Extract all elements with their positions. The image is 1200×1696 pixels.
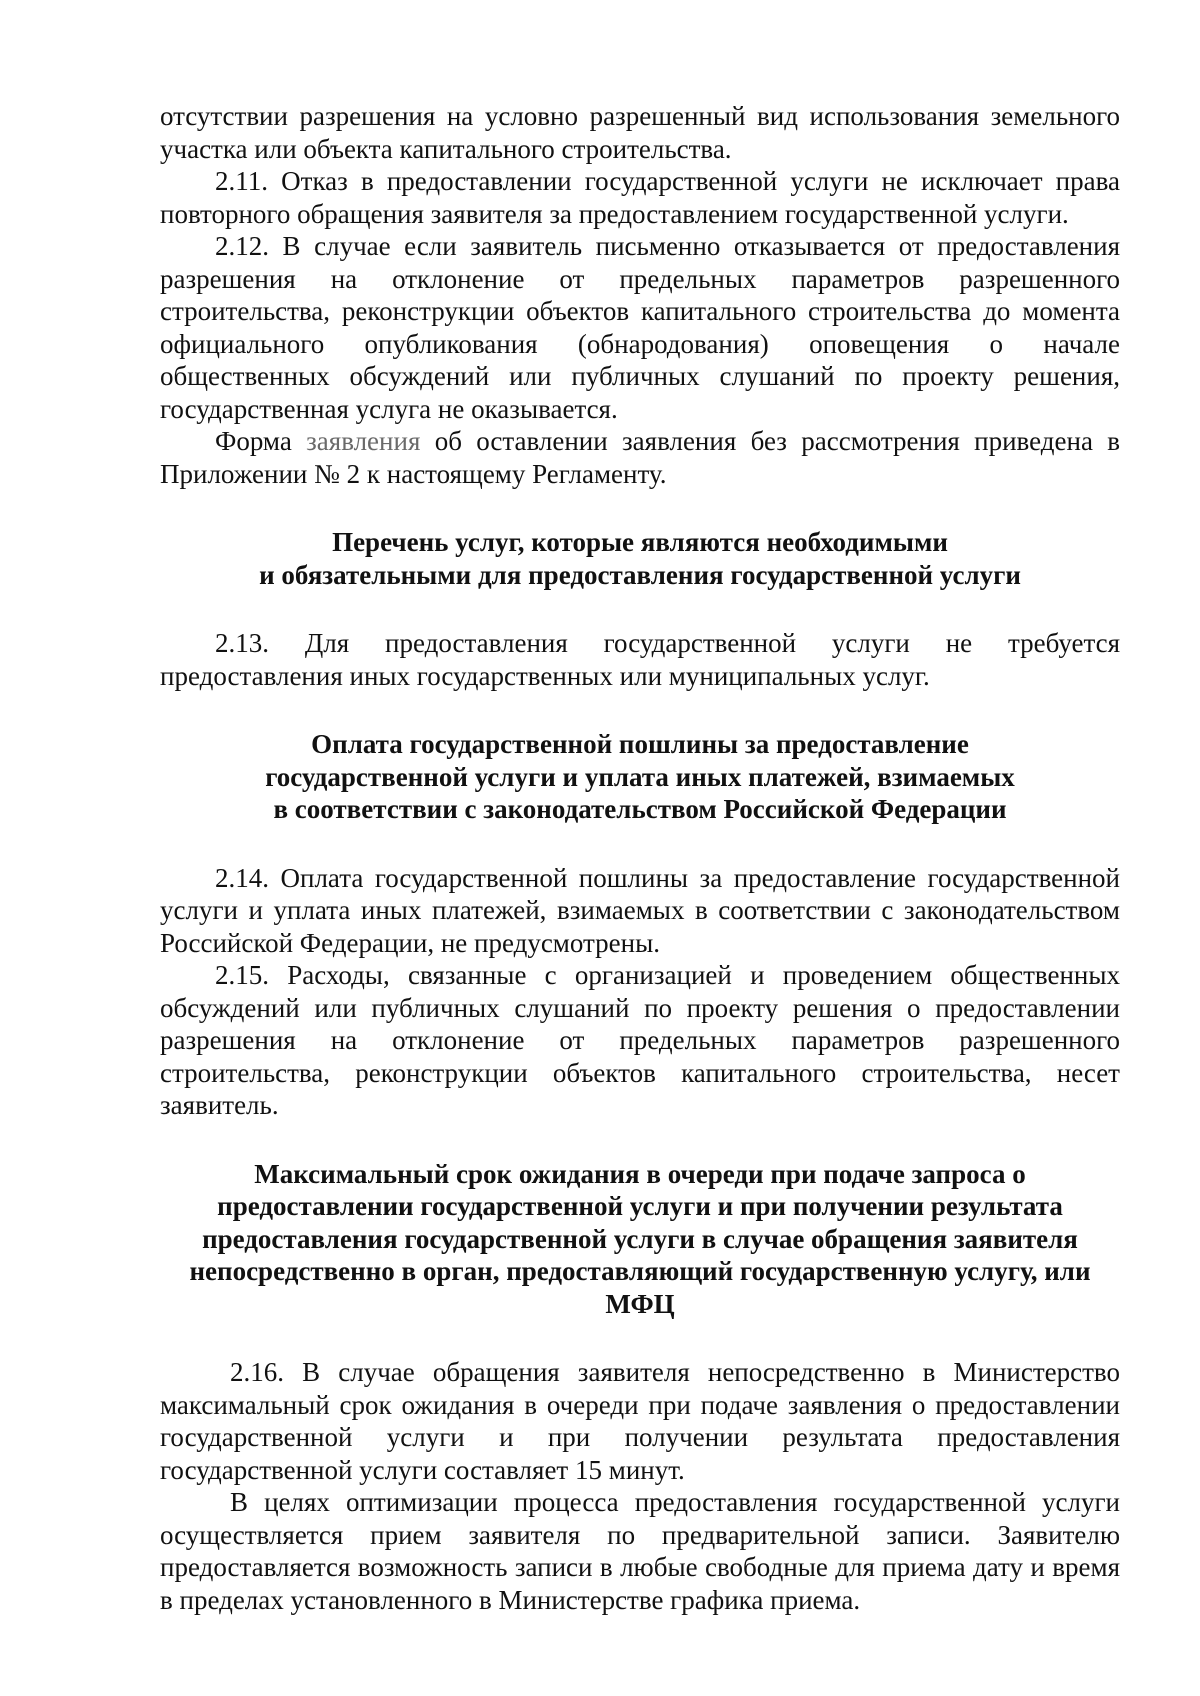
heading-line: Перечень услуг, которые являются необходимыми bbox=[332, 527, 948, 557]
paragraph-application-form bbox=[160, 425, 1120, 490]
section-heading-required-services bbox=[160, 526, 1120, 591]
heading-line: государственной услуги и уплата иных платежей, взимаемых bbox=[265, 761, 1015, 792]
section-heading-max-waiting-time bbox=[160, 1158, 1120, 1321]
paragraph-2-11: 2.11. Отказ в предоставлении государственной услуги не исключает права повторного обращения заявителя за предоставлением государственной услуги. bbox=[160, 166, 1120, 229]
heading-line: Максимальный срок ожидания в очереди при подаче запроса о bbox=[254, 1158, 1026, 1189]
heading-line: непосредственно в орган, предоставляющий государственную услугу, или bbox=[189, 1256, 1091, 1286]
faded-word: заявления bbox=[306, 426, 421, 456]
heading-line: МФЦ bbox=[605, 1288, 675, 1319]
heading-line: в соответствии с законодательством Российской Федерации bbox=[273, 794, 1007, 824]
paragraph-2-13: 2.13. Для предоставления государственной услуги не требуется предоставления иных государственных или муниципальных услуг. bbox=[160, 628, 1120, 691]
paragraph-pre-registration: В целях оптимизации процесса предоставления государственной услуги осуществляется прием заявителя по предварительной записи. Заявителю предоставляется возможность записи в любые свободные для приема дату и время в пределах установленного в Министерстве графика приема. bbox=[160, 1487, 1120, 1615]
document-page bbox=[160, 100, 1120, 1616]
heading-line: и обязательными для предоставления государственной услуги bbox=[259, 559, 1021, 590]
paragraph-application-form-start: Форма bbox=[215, 426, 307, 456]
paragraph-continuation: отсутствии разрешения на условно разрешенный вид использования земельного участка или объекта капитального строительства. bbox=[160, 101, 1120, 164]
heading-line: предоставления государственной услуги в случае обращения заявителя bbox=[202, 1223, 1078, 1254]
section-heading-state-fee bbox=[160, 728, 1120, 826]
heading-line: предоставлении государственной услуги и при получении результата bbox=[217, 1191, 1063, 1221]
paragraph-application-form-end: об оставлении заявления без рассмотрения приведена в Приложении № 2 к настоящему Регламенту. bbox=[160, 426, 1120, 489]
paragraph-2-15: 2.15. Расходы, связанные с организацией и проведением общественных обсуждений или публичных слушаний по проекту решения о предоставлении разрешения на отклонение от предельных параметров разрешенного строительства, реконструкции объектов капитального строительства, несет заявитель. bbox=[160, 960, 1120, 1120]
paragraph-2-14: 2.14. Оплата государственной пошлины за предоставление государственной услуги и уплата иных платежей, взимаемых в соответствии с законодательством Российской Федерации, не предусмотрены. bbox=[160, 862, 1120, 958]
paragraph-2-16: 2.16. В случае обращения заявителя непосредственно в Министерство максимальный срок ожидания в очереди при подаче заявления о предоставлении государственной услуги и при получении результата предоставления государственной услуги составляет 15 минут. bbox=[160, 1357, 1120, 1485]
heading-line: Оплата государственной пошлины за предоставление bbox=[311, 729, 969, 759]
paragraph-2-12: 2.12. В случае если заявитель письменно отказывается от предоставления разрешения на отклонение от предельных параметров разрешенного строительства, реконструкции объектов капитального строительства до момента официального опубликования (обнародования) оповещения о начале общественных обсуждений или публичных слушаний по проекту решения, государственная услуга не оказывается. bbox=[160, 231, 1120, 424]
